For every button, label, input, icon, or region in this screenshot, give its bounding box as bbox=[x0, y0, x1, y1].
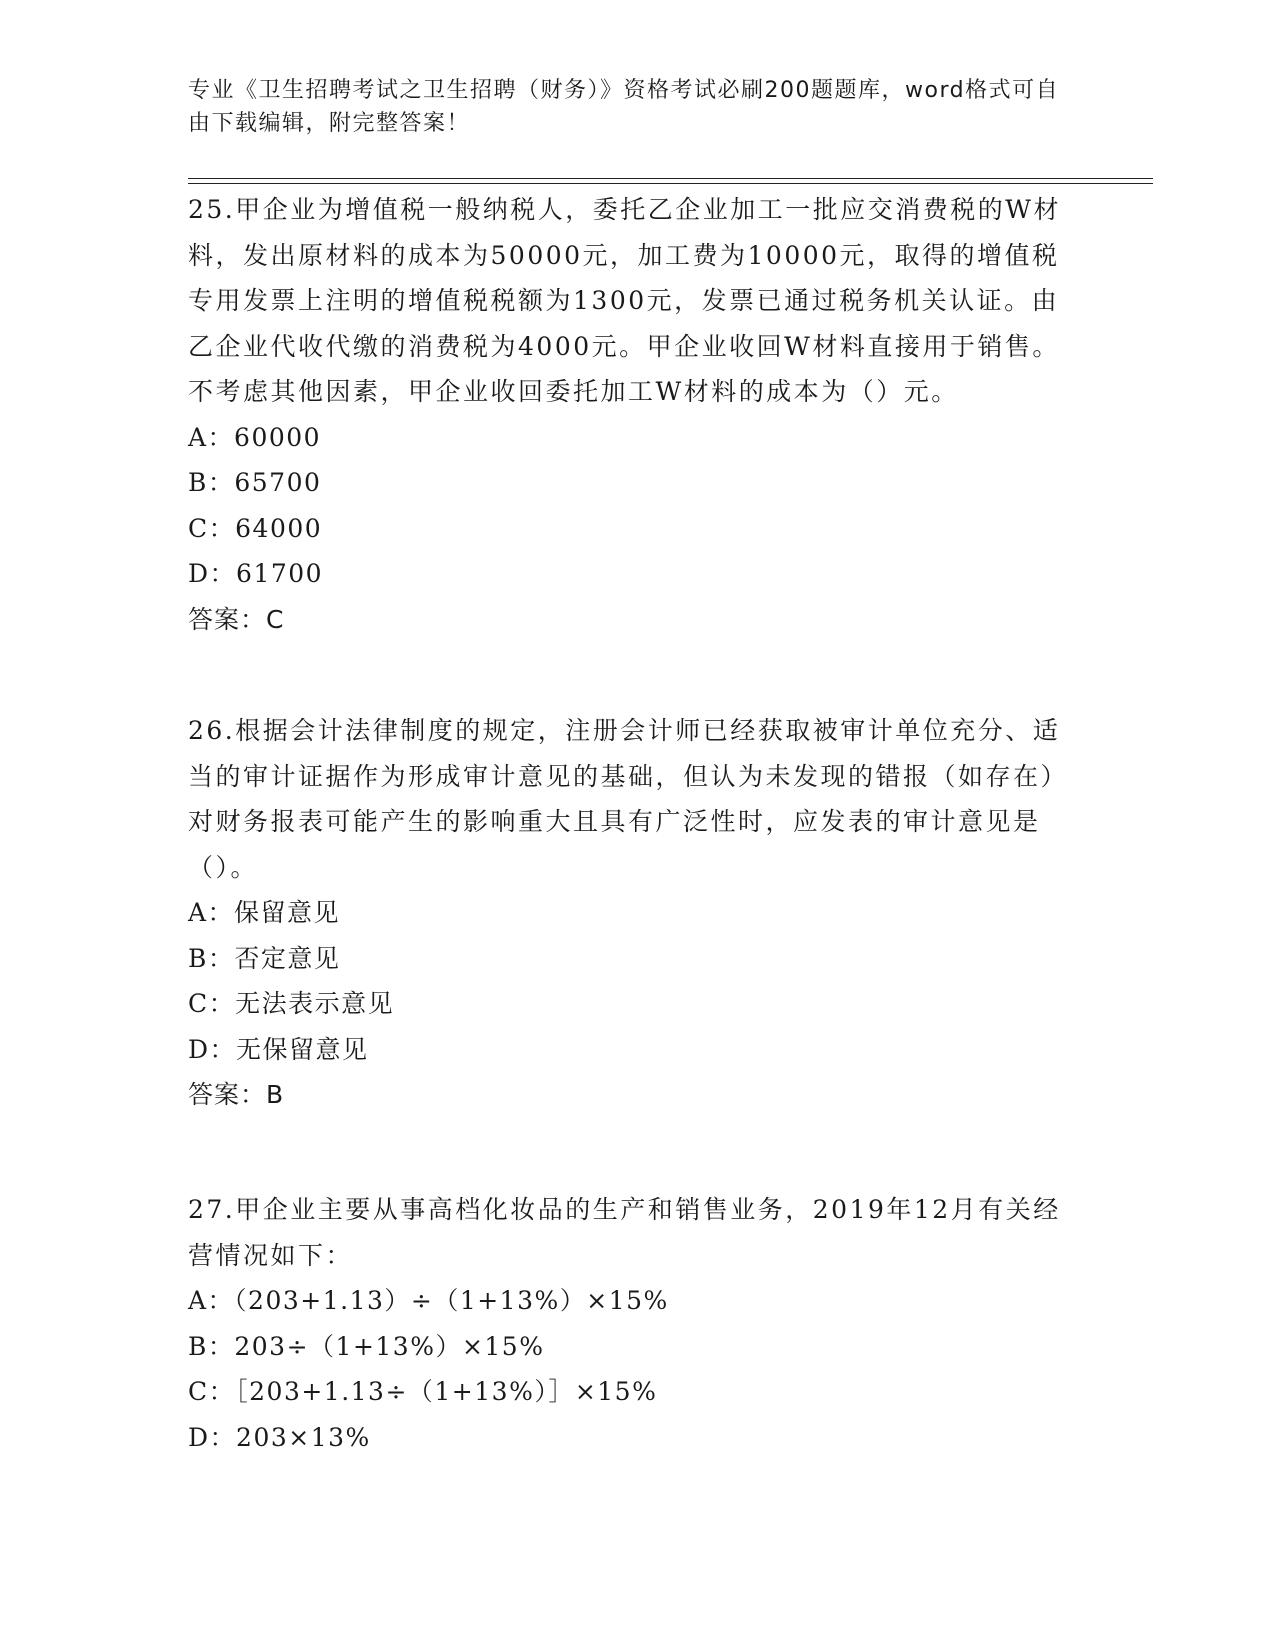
answer-line: 答案：C bbox=[188, 604, 285, 634]
option-d: D：61700 bbox=[188, 559, 324, 588]
option-b: B：65700 bbox=[188, 468, 322, 497]
question-stem: 26.根据会计法律制度的规定，注册会计师已经获取被审计单位充分、适当的审计证据作为形成审计意见的基础，但认为未发现的错报（如存在）对财务报表可能产生的影响重大且具有广泛性时，应发表的审计意见是（）。 bbox=[188, 716, 1069, 882]
option-c: C：无法表示意见 bbox=[188, 989, 395, 1018]
option-d: D：无保留意见 bbox=[188, 1034, 369, 1064]
option-b: B：否定意见 bbox=[188, 943, 341, 973]
header-divider bbox=[188, 178, 1153, 184]
question-stem: 27.甲企业主要从事高档化妆品的生产和销售业务，2019年12月有关经营情况如下： bbox=[188, 1195, 1061, 1270]
option-a: A：（203+1.13）÷（1+13%）×15% bbox=[188, 1286, 669, 1315]
question-26 bbox=[188, 708, 1068, 1118]
document-header-text: 专业《卫生招聘考试之卫生招聘（财务）》资格考试必刷200题题库，word格式可自由下载编辑，附完整答案！ bbox=[188, 78, 1060, 136]
option-c: C：［203+1.13÷（1+13%）］×15% bbox=[188, 1377, 658, 1406]
question-27 bbox=[188, 1187, 1068, 1460]
option-b: B：203÷（1+13%）×15% bbox=[188, 1331, 545, 1361]
option-a: A：60000 bbox=[188, 422, 322, 452]
option-d: D：203×13% bbox=[188, 1422, 371, 1452]
option-c: C：64000 bbox=[188, 513, 323, 543]
answer-line: 答案：B bbox=[188, 1080, 285, 1109]
option-a: A：保留意见 bbox=[188, 898, 341, 927]
question-25 bbox=[188, 187, 1068, 642]
question-stem: 25.甲企业为增值税一般纳税人，委托乙企业加工一批应交消费税的W材料，发出原材料的成本为50000元，加工费为10000元，取得的增值税专用发票上注明的增值税税额为1300元，发票已通过税务机关认证。由乙企业代收代缴的消费税为4000元。甲企业收回W材料直接用于销售。不考虑其他因素，甲企业收回委托加工W材料的成本为（）元。 bbox=[188, 195, 1061, 406]
